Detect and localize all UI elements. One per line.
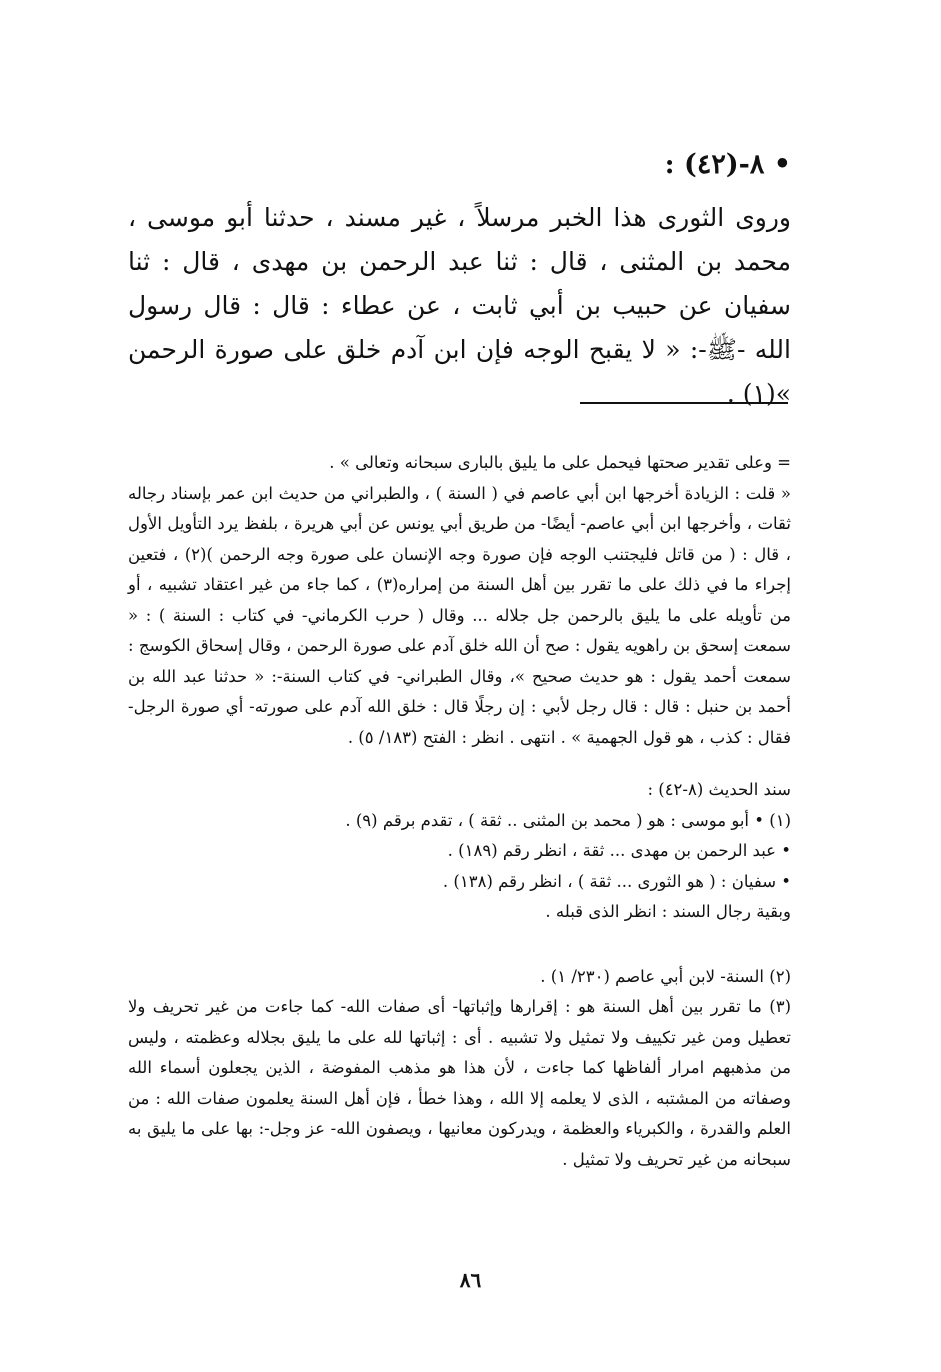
sanad-item: وبقية رجال السند : انظر الذى قبله . — [545, 902, 791, 921]
hadith-paragraph: وروى الثورى هذا الخبر مرسلاً ، غير مسند ، حدثنا أبو موسى ، محمد بن المثنى ، قال : ثنا عبد الرحمن بن مهدى ، قال : ثنا سفيان عن حبيب بن أبي ثابت ، عن عطاء : قال : قال رسول الله -ﷺ-: « لا يقبح الوجه فإن ابن آدم خلق على صورة الرحمن »(١) . — [128, 203, 791, 408]
footnote-main: « قلت : الزيادة أخرجها ابن أبي عاصم في ( السنة ) ، والطبراني من حديث ابن عمر بإسناد رجاله ثقات ، وأخرجها ابن أبي عاصم- أيضًا- من طريق أبي يونس عن أبي هريرة ، بلفظ يرد التأويل الأول ، قال : ( من قاتل فليجتنب الوجه فإن صورة وجه الإنسان على صورة وجه الرحمن )(٢) ، فتعين إجراء ما في ذلك على ما تقرر بين أهل السنة من إمراره(٣) ، كما جاء من غير اعتقاد تشبيه ، أو من تأويله على ما يليق بالرحمن جل جلاله ... وقال ( حرب الكرماني- في كتاب : السنة ) : « سمعت إسحق بن راهويه يقول : صح أن الله خلق آدم على صورة الرحمن ، وقال إسحاق الكوسج : سمعت أحمد يقول : هو حديث صحيح »، وقال الطبراني- في كتاب السنة-: « حدثنا عبد الله بن أحمد بن حنبل : قال : قال رجل لأبي : إن رجلًا قال : خلق الله آدم على صورته- أي صورة الرجل- فقال : كذب ، هو قول الجهمية » . انتهى . انظر : الفتح (١٨٣/ ٥) . — [128, 483, 792, 747]
spacer — [128, 753, 791, 775]
hadith-number-heading: • ٨-(٤٢) : — [664, 149, 791, 180]
spacer — [128, 928, 791, 962]
footnote-3: (٣) ما تقرر بين أهل السنة هو : إقرارها وإثباتها- أى صفات الله- كما جاءت من غير تحريف ولا تعطيل ومن غير تكييف ولا تمثيل ولا تشبيه . أى : إثباتها لله على ما يليق بجلاله وعظمته ، وليس من مذهبهم امرار ألفاظها كما جاءت ، لأن هذا هو مذهب المفوضة ، الذين يجعلون أسماء الله وصفاته من المشتبه ، الذى لا يعلمه إلا الله ، وهذا خطأ ، فإن أهل السنة يعلمون صفات الله : من العلم والقدرة ، والكبرياء والعظمة ، ويدركون معانيها ، ويصفون الله- عز وجل-: بها على ما يليق به سبحانه من غير تحريف ولا تمثيل . — [128, 997, 791, 1169]
sanad-title: سند الحديث (٨-٤٢) : — [647, 780, 791, 799]
sanad-list — [128, 806, 791, 928]
sanad-item: • عبد الرحمن بن مهدى ... ثقة ، انظر رقم (١٨٩) . — [447, 841, 791, 860]
page-number: ٨٦ — [459, 1268, 482, 1292]
footnote-2: (٢) السنة- لابن أبي عاصم (٢٣٠/ ١) . — [540, 966, 791, 986]
hadith-text — [128, 196, 791, 416]
sanad-item: (١) • أبو موسى : هو ( محمد بن المثنى .. ثقة ) ، تقدم برقم (٩) . — [345, 810, 791, 830]
footnote-continuation: = وعلى تقدير صحتها فيحمل على ما يليق بالبارى سبحانه وتعالى » . — [329, 453, 791, 472]
footnote-separator — [580, 402, 788, 404]
sanad-item: • سفيان : ( هو الثورى ... ثقة ) ، انظر رقم (١٣٨) . — [442, 871, 791, 891]
footnotes-section — [128, 448, 791, 1175]
